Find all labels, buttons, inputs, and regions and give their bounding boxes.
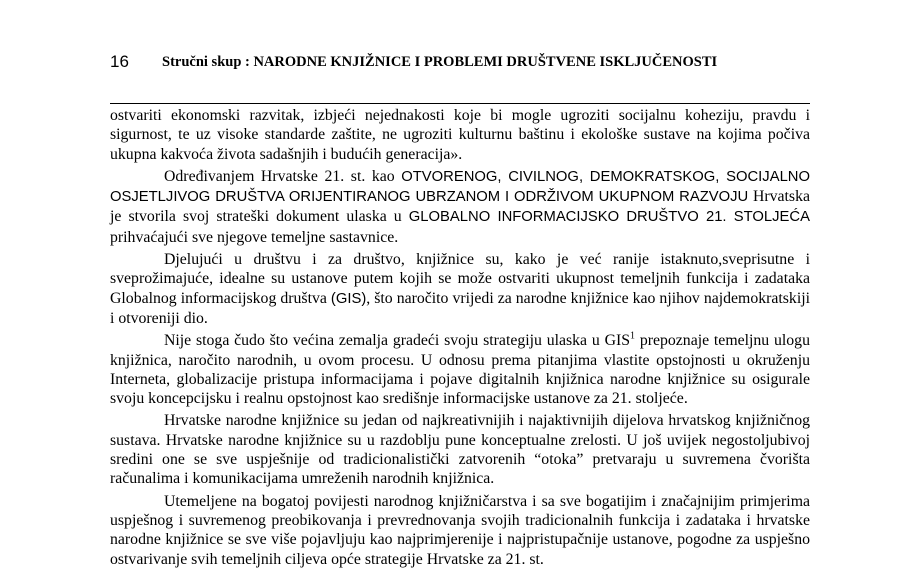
paragraph-croatian-libraries <box>110 411 810 488</box>
paragraph-text: prepoznaje temeljnu ulogu knjižnica, naročito narodnih, u ovom procesu. U odnosu prema pitanjima vlastite opstojnosti u okruženju Interneta, globalizacije pristupa informacijama i pojave digitalnih knjižnica narodne knjižnice su osigurale svoju koncepcijsku i realnu opstojnost kao središnje informacijske ustanove za 21. stoljeće. <box>110 332 810 408</box>
paragraph-text: Nije stoga čudo što većina zemalja gradeći svoju strategiju ulaska u GIS <box>164 332 631 350</box>
paragraph-text: Određivanjem Hrvatske 21. st. kao <box>164 167 402 185</box>
emphasis-gis: GLOBALNO INFORMACIJSKO DRUŠTVO 21. STOLJEĆA <box>408 209 810 226</box>
paragraph-continuation <box>110 106 810 164</box>
paragraph-libraries <box>110 250 810 328</box>
page-header <box>110 52 810 76</box>
paragraph-text: Hrvatska je stvorila svoj strateški dokument ulaska u <box>110 188 810 226</box>
paragraph-text: , što naročito vrijedi za narodne knjižnice kao njihov najdemokratskiji i otvoreniji dio. <box>110 289 810 327</box>
header-divider <box>110 103 810 104</box>
emphasis-gis-abbrev: (GIS) <box>330 290 367 307</box>
running-title: Stručni skup : NARODNE KNJIŽNICE I PROBLEMI DRUŠTVENE ISKLJUČENOSTI <box>162 54 718 70</box>
footnote-reference[interactable]: 1 <box>630 331 636 342</box>
paragraph-text: ostvariti ekonomski razvitak, izbjeći nejednakosti koje bi mogle ugroziti socijalnu koheziju, pravdu i sigurnost, te uz visoke standarde zaštite, ne ugroziti kulturnu baštinu i ekološke sustave na kojima počiva ukupna kakvoća života sadašnjih i budućih generacija». <box>110 107 810 163</box>
body-text <box>110 106 810 572</box>
page-number: 16 <box>110 52 129 71</box>
paragraph-text: prihvaćajući sve njegove temeljne sastavnice. <box>110 228 399 246</box>
emphasis-society: OTVORENOG, CIVILNOG, DEMOKRATSKOG, SOCIJALNO OSJETLJIVOG DRUŠTVA ORIJENTIRANOG UBRZANOM I ODRŽIVOM UKUPNOM RAZVOJU <box>110 168 810 206</box>
paragraph-countries <box>110 331 810 408</box>
paragraph-text: Hrvatske narodne knjižnice su jedan od najkreativnijih i najaktivnijih dijelova hrvatskog knjižničnog sustava. Hrvatske narodne knjižnice su u razdoblju pune konceptualne zrelosti. U još uvijek negostoljubivoj sredini one se sve uspješnije od tradicionalistički zatvorenih “otoka” pretvaraju u suvremena čvorišta računalima i komunikacijama umreženih narodnih knjižnica. <box>110 412 810 488</box>
paragraph-history <box>110 492 810 569</box>
paragraph-text: Utemeljene na bogatoj povijesti narodnog knjižničarstva i sa sve bogatijim i značajnijim primjerima uspješnog i suvremenog preobikovanja i prevrednovanja svojih tradicionalnih funkcija i zadataka i hrvatske narodne knjižnice se sve više pojavljuju kao najprimjerenije i najpristupačnije ustanove, pogodne za uspješno ostvarivanje svih temeljnih ciljeva opće strategije Hrvatske za 21. st. <box>110 492 810 568</box>
paragraph-strategy <box>110 167 810 247</box>
paragraph-text: Djelujući u društvu i za društvo, knjižnice su, kako je već ranije istaknuto,sveprisutne i sveprožimajuće, idealne su ustanove putem kojih se može ostvariti ukupnost temeljnih funkcija i zadataka Globalnog informacijskog društva <box>110 251 810 307</box>
